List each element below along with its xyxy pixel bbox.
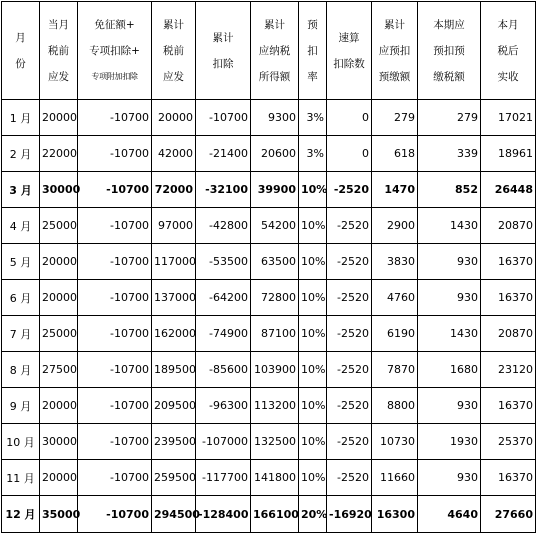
header-month: 月 份 [2,2,40,100]
cell-quick-deduction: -2520 [327,244,372,280]
cell-income: 22000 [40,136,78,172]
cell-taxable: 54200 [251,208,299,244]
header-cum-pretax: 累计 税前 应发 [152,2,196,100]
cell-month: 3 月 [2,172,40,208]
cell-net-income: 25370 [481,424,536,460]
table-row [2,316,536,352]
table-row [2,280,536,316]
cell-taxable: 103900 [251,352,299,388]
cell-quick-deduction: -2520 [327,352,372,388]
cell-cum-deduction: -53500 [196,244,251,280]
cell-taxable: 39900 [251,172,299,208]
cell-cum-income: 294500 [152,496,196,533]
header-pretax-income: 当月 税前 应发 [40,2,78,100]
cell-taxable: 141800 [251,460,299,496]
cell-cum-tax: 279 [372,100,418,136]
cell-income: 25000 [40,316,78,352]
cell-rate: 10% [299,316,327,352]
cell-income: 20000 [40,460,78,496]
cell-cum-deduction: -96300 [196,388,251,424]
cell-income: 25000 [40,208,78,244]
header-current-prepaid: 本期应 预扣预 缴税额 [418,2,481,100]
cell-current-tax: 4640 [418,496,481,533]
cell-cum-income: 239500 [152,424,196,460]
cell-net-income: 20870 [481,208,536,244]
header-cum-taxable: 累计 应纳税 所得额 [251,2,299,100]
cell-deduction: -10700 [78,388,152,424]
cell-cum-income: 72000 [152,172,196,208]
cell-current-tax: 1430 [418,208,481,244]
table-row [2,496,536,533]
cell-cum-deduction: -42800 [196,208,251,244]
cell-cum-deduction: -32100 [196,172,251,208]
cell-cum-tax: 10730 [372,424,418,460]
cell-taxable: 20600 [251,136,299,172]
cell-cum-deduction: -128400 [196,496,251,533]
cell-current-tax: 279 [418,100,481,136]
cell-income: 30000 [40,172,78,208]
cell-cum-tax: 1470 [372,172,418,208]
cell-deduction: -10700 [78,100,152,136]
cell-rate: 10% [299,352,327,388]
cell-taxable: 9300 [251,100,299,136]
cell-current-tax: 930 [418,460,481,496]
cell-rate: 10% [299,244,327,280]
cell-rate: 10% [299,172,327,208]
cell-taxable: 87100 [251,316,299,352]
cell-net-income: 20870 [481,316,536,352]
table-row [2,100,536,136]
table-row [2,208,536,244]
header-cum-prepaid: 累计 应预扣 预缴额 [372,2,418,100]
cell-net-income: 16370 [481,244,536,280]
cell-rate: 10% [299,208,327,244]
table-row [2,460,536,496]
cell-month: 4 月 [2,208,40,244]
cell-current-tax: 852 [418,172,481,208]
cell-cum-deduction: -21400 [196,136,251,172]
cell-current-tax: 1430 [418,316,481,352]
cell-current-tax: 930 [418,280,481,316]
cell-cum-deduction: -10700 [196,100,251,136]
cell-month: 9 月 [2,388,40,424]
cell-net-income: 26448 [481,172,536,208]
tax-table [1,1,536,533]
table-row [2,424,536,460]
cell-net-income: 16370 [481,388,536,424]
cell-cum-income: 137000 [152,280,196,316]
cell-rate: 10% [299,280,327,316]
cell-quick-deduction: -2520 [327,316,372,352]
cell-rate: 10% [299,460,327,496]
cell-current-tax: 1680 [418,352,481,388]
cell-cum-tax: 16300 [372,496,418,533]
cell-quick-deduction: -2520 [327,208,372,244]
cell-quick-deduction: -2520 [327,388,372,424]
table-row [2,388,536,424]
cell-rate: 3% [299,136,327,172]
cell-quick-deduction: -16920 [327,496,372,533]
cell-deduction: -10700 [78,424,152,460]
cell-month: 7 月 [2,316,40,352]
cell-taxable: 166100 [251,496,299,533]
cell-net-income: 16370 [481,280,536,316]
cell-income: 20000 [40,100,78,136]
cell-cum-tax: 8800 [372,388,418,424]
cell-cum-tax: 2900 [372,208,418,244]
cell-net-income: 18961 [481,136,536,172]
cell-cum-income: 42000 [152,136,196,172]
table-row [2,136,536,172]
cell-quick-deduction: 0 [327,136,372,172]
cell-rate: 10% [299,424,327,460]
cell-current-tax: 930 [418,388,481,424]
cell-current-tax: 930 [418,244,481,280]
cell-cum-tax: 4760 [372,280,418,316]
cell-cum-tax: 6190 [372,316,418,352]
cell-deduction: -10700 [78,316,152,352]
cell-current-tax: 1930 [418,424,481,460]
cell-deduction: -10700 [78,352,152,388]
cell-quick-deduction: -2520 [327,172,372,208]
cell-month: 2 月 [2,136,40,172]
cell-cum-tax: 618 [372,136,418,172]
cell-month: 10 月 [2,424,40,460]
cell-month: 1 月 [2,100,40,136]
cell-cum-deduction: -117700 [196,460,251,496]
cell-cum-income: 162000 [152,316,196,352]
cell-cum-tax: 11660 [372,460,418,496]
cell-rate: 3% [299,100,327,136]
header-rate: 预 扣 率 [299,2,327,100]
cell-cum-income: 97000 [152,208,196,244]
cell-cum-income: 189500 [152,352,196,388]
cell-month: 5 月 [2,244,40,280]
cell-month: 6 月 [2,280,40,316]
cell-taxable: 132500 [251,424,299,460]
cell-month: 8 月 [2,352,40,388]
cell-rate: 10% [299,388,327,424]
header-cum-deduction: 累计 扣除 [196,2,251,100]
cell-income: 20000 [40,388,78,424]
cell-deduction: -10700 [78,496,152,533]
header-net-income: 本月 税后 实收 [481,2,536,100]
cell-current-tax: 339 [418,136,481,172]
cell-quick-deduction: -2520 [327,280,372,316]
header-row [2,2,536,100]
cell-month: 11 月 [2,460,40,496]
cell-cum-deduction: -107000 [196,424,251,460]
cell-net-income: 17021 [481,100,536,136]
cell-deduction: -10700 [78,280,152,316]
cell-cum-income: 117000 [152,244,196,280]
cell-cum-income: 209500 [152,388,196,424]
cell-quick-deduction: 0 [327,100,372,136]
cell-net-income: 23120 [481,352,536,388]
cell-deduction: -10700 [78,208,152,244]
cell-income: 35000 [40,496,78,533]
cell-deduction: -10700 [78,136,152,172]
table-row [2,244,536,280]
cell-rate: 20% [299,496,327,533]
cell-deduction: -10700 [78,460,152,496]
cell-cum-deduction: -85600 [196,352,251,388]
tax-table-body [2,100,536,533]
cell-quick-deduction: -2520 [327,460,372,496]
cell-cum-tax: 7870 [372,352,418,388]
cell-income: 20000 [40,280,78,316]
cell-cum-income: 20000 [152,100,196,136]
cell-net-income: 27660 [481,496,536,533]
cell-month: 12 月 [2,496,40,533]
cell-quick-deduction: -2520 [327,424,372,460]
header-deduction: 免征额+ 专项扣除+ 专项附加扣除 [78,2,152,100]
cell-income: 20000 [40,244,78,280]
cell-income: 30000 [40,424,78,460]
cell-deduction: -10700 [78,172,152,208]
table-row [2,172,536,208]
cell-cum-deduction: -64200 [196,280,251,316]
cell-deduction: -10700 [78,244,152,280]
cell-income: 27500 [40,352,78,388]
cell-taxable: 63500 [251,244,299,280]
cell-cum-income: 259500 [152,460,196,496]
cell-cum-tax: 3830 [372,244,418,280]
cell-cum-deduction: -74900 [196,316,251,352]
table-row [2,352,536,388]
cell-net-income: 16370 [481,460,536,496]
cell-taxable: 113200 [251,388,299,424]
header-quick-deduction: 速算 扣除数 [327,2,372,100]
cell-taxable: 72800 [251,280,299,316]
